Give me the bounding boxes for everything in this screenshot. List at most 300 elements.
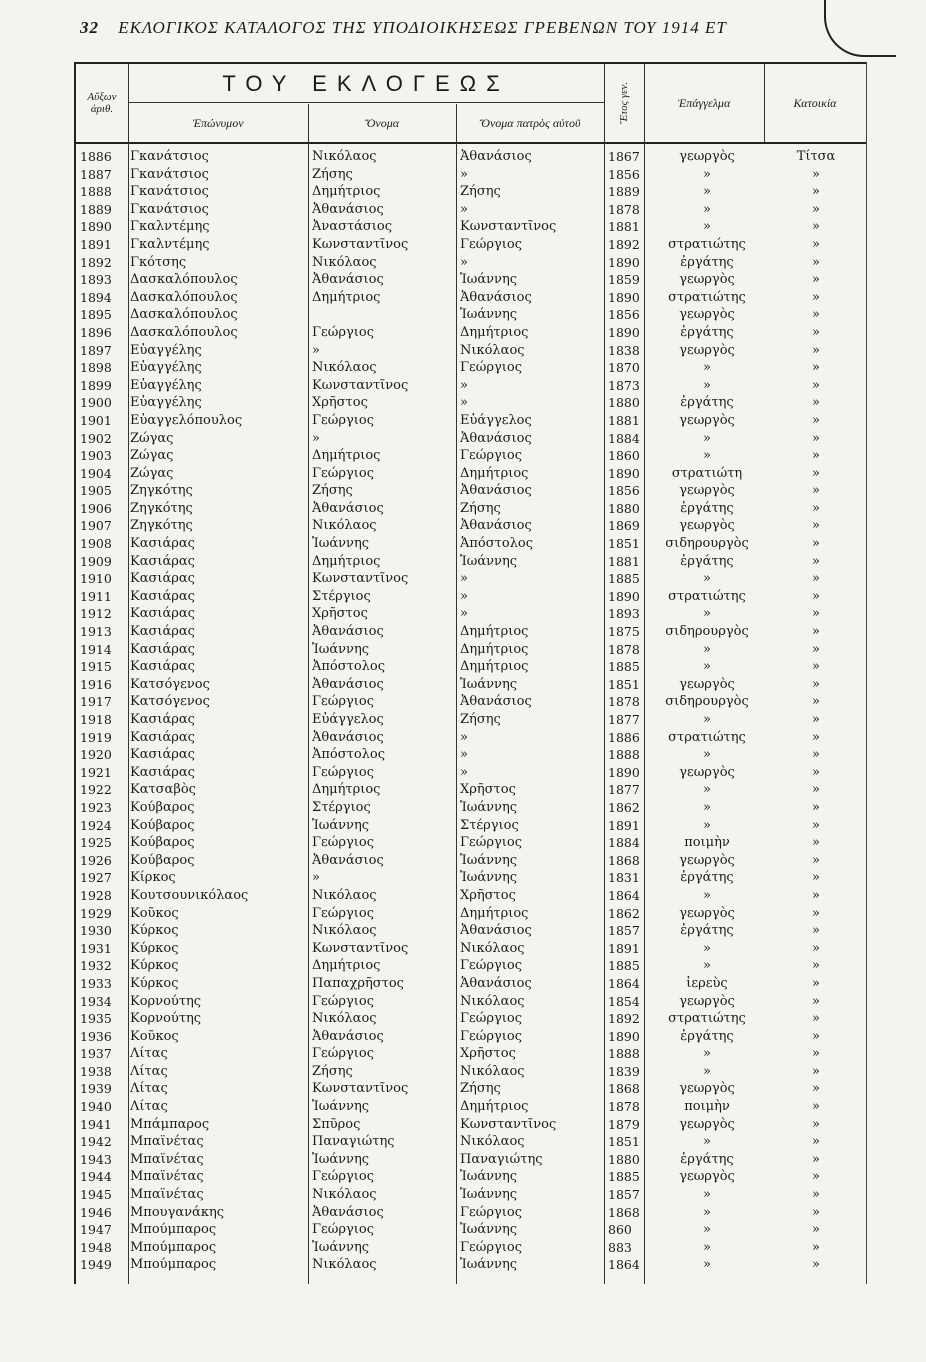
father-name-cell: »	[460, 747, 468, 763]
page-corner-mark	[824, 0, 896, 57]
serial-number-cell: 1933	[80, 975, 112, 991]
occupation-cell: »	[703, 184, 711, 200]
first-name-cell: Νικόλαος	[312, 360, 377, 376]
occupation-cell: ποιμὴν	[684, 1099, 730, 1115]
table-row	[76, 394, 866, 412]
first-name-cell: Σπῦρος	[312, 1116, 361, 1132]
occupation-cell: »	[703, 360, 711, 376]
voter-register-table	[74, 62, 867, 1284]
occupation-cell: στρατιώτης	[668, 1011, 746, 1027]
occupation-cell: γεωργὸς	[679, 307, 735, 323]
occupation-cell: γεωργὸς	[679, 518, 735, 534]
first-name-cell: Ἰωάννης	[312, 1239, 370, 1255]
father-name-cell: Ἰωάννης	[460, 1169, 518, 1185]
serial-number-cell: 1896	[80, 324, 112, 340]
serial-number-cell: 1902	[80, 430, 112, 446]
birth-year-cell: 1888	[608, 1046, 640, 1062]
father-name-cell: Ζήσης	[460, 712, 501, 727]
table-row	[76, 1028, 866, 1046]
occupation-cell: »	[703, 166, 711, 182]
birth-year-cell: 1881	[608, 219, 640, 235]
occupation-cell: γεωργὸς	[679, 483, 735, 499]
birth-year-cell: 860	[608, 1222, 632, 1238]
occupation-cell: ἐργάτης	[680, 1151, 734, 1167]
serial-number-cell: 1904	[80, 465, 112, 481]
occupation-cell: ἐργάτης	[680, 553, 734, 569]
surname-cell: Δασκαλόπουλος	[130, 289, 238, 305]
serial-number-cell: 1910	[80, 571, 112, 587]
father-name-cell: Γεώργιος	[460, 360, 522, 376]
first-name-cell: Νικόλαος	[312, 1257, 377, 1273]
father-name-cell: Κωνσταντῖνος	[460, 219, 557, 235]
residence-cell: »	[812, 395, 820, 411]
serial-number-cell: 1895	[80, 307, 112, 323]
father-name-cell: Γεώργιος	[460, 1204, 522, 1220]
first-name-cell: Δημήτριος	[312, 184, 381, 200]
first-name-cell: Ζήσης	[312, 483, 353, 499]
surname-cell: Ζώγας	[130, 430, 174, 446]
surname-cell: Μπαϊνέτας	[130, 1187, 204, 1203]
serial-number-cell: 1947	[80, 1222, 112, 1238]
father-name-cell: Ἀθανάσιος	[460, 149, 532, 164]
father-name-cell: Ζήσης	[460, 184, 501, 200]
residence-cell: »	[812, 1063, 820, 1079]
father-name-cell: Δημήτριος	[460, 641, 529, 657]
first-name-cell: Νικόλαος	[312, 923, 377, 939]
surname-cell: Κασιάρας	[130, 624, 195, 640]
header-father-name: Ὄνομα πατρὸς αὐτοῦ	[479, 115, 581, 130]
surname-cell: Κασιάρας	[130, 536, 195, 552]
father-name-cell: Ἀθανάσιος	[460, 483, 532, 499]
residence-cell: »	[812, 536, 820, 552]
occupation-cell: γεωργὸς	[679, 1169, 735, 1185]
table-row	[76, 271, 866, 289]
table-row	[76, 799, 866, 817]
occupation-cell: γεωργὸς	[679, 1116, 735, 1132]
occupation-cell: »	[703, 817, 711, 833]
surname-cell: Γκαλντέμης	[130, 236, 210, 252]
serial-number-cell: 1906	[80, 500, 112, 516]
surname-cell: Ζηγκότης	[130, 483, 193, 499]
residence-cell: »	[812, 799, 820, 815]
birth-year-cell: 1893	[608, 606, 640, 622]
residence-cell: »	[812, 307, 820, 323]
birth-year-cell: 1862	[608, 799, 640, 815]
serial-number-cell: 1897	[80, 342, 112, 358]
birth-year-cell: 1875	[608, 624, 640, 640]
table-row	[76, 781, 866, 799]
first-name-cell: Κωνσταντῖνος	[312, 1081, 409, 1097]
occupation-cell: στρατιώτης	[668, 236, 746, 252]
surname-cell: Λίτας	[130, 1046, 168, 1062]
residence-cell: »	[812, 236, 820, 252]
first-name-cell: Ἀναστάσιος	[312, 219, 392, 235]
table-row	[76, 447, 866, 465]
table-row	[76, 500, 866, 518]
serial-number-cell: 1948	[80, 1239, 112, 1255]
first-name-cell: Γεώργιος	[312, 412, 374, 428]
first-name-cell: Ἀθανάσιος	[312, 500, 384, 516]
surname-cell: Κούβαρος	[130, 799, 195, 815]
birth-year-cell: 1838	[608, 342, 640, 358]
table-row	[76, 641, 866, 659]
serial-number-cell: 1901	[80, 412, 112, 428]
father-name-cell: Ἰωάννης	[460, 272, 518, 288]
first-name-cell: Ἀθανάσιος	[312, 1028, 384, 1044]
birth-year-cell: 1873	[608, 377, 640, 393]
residence-cell: »	[812, 817, 820, 833]
first-name-cell: Ἰωάννης	[312, 1099, 370, 1115]
surname-cell: Εὐαγγέλης	[130, 377, 202, 393]
birth-year-cell: 1857	[608, 1187, 640, 1203]
father-name-cell: Νικόλαος	[460, 993, 525, 1009]
surname-cell: Κύρκος	[130, 958, 179, 974]
occupation-cell: »	[703, 799, 711, 815]
serial-number-cell: 1946	[80, 1204, 112, 1220]
first-name-cell: Νικόλαος	[312, 1187, 377, 1203]
first-name-cell: Ἀθανάσιος	[312, 201, 384, 217]
residence-cell: »	[812, 219, 820, 235]
father-name-cell: »	[460, 395, 468, 411]
serial-number-cell: 1937	[80, 1046, 112, 1062]
residence-cell: »	[812, 835, 820, 851]
table-row	[76, 183, 866, 201]
table-row	[76, 869, 866, 887]
table-row	[76, 1151, 866, 1169]
birth-year-cell: 1880	[608, 395, 640, 411]
table-row	[76, 887, 866, 905]
father-name-cell: Στέργιος	[460, 817, 519, 833]
table-row	[76, 1116, 866, 1134]
table-row	[76, 623, 866, 641]
first-name-cell: Ἀπόστολος	[312, 747, 385, 763]
table-row	[76, 412, 866, 430]
birth-year-cell: 1859	[608, 272, 640, 288]
residence-cell: Τίτσα	[796, 149, 836, 164]
surname-cell: Κασιάρας	[130, 571, 195, 587]
father-name-cell: »	[460, 606, 468, 622]
serial-number-cell: 1941	[80, 1116, 112, 1132]
page-title: ΕΚΛΟΓΙΚΟΣ ΚΑΤΑΛΟΓΟΣ ΤΗΣ ΥΠΟΔΙΟΙΚΗΣΕΩΣ ΓΡΕΒΕΝΩΝ ΤΟΥ 1914 ΕΤ	[118, 18, 727, 37]
occupation-cell: γεωργὸς	[679, 852, 735, 868]
birth-year-cell: 1885	[608, 571, 640, 587]
serial-number-cell: 1916	[80, 676, 112, 692]
birth-year-cell: 1891	[608, 940, 640, 956]
surname-cell: Κίρκος	[130, 870, 176, 886]
occupation-cell: γεωργὸς	[679, 905, 735, 921]
serial-number-cell: 1915	[80, 659, 112, 675]
table-row	[76, 1045, 866, 1063]
serial-number-cell: 1893	[80, 272, 112, 288]
first-name-cell: Γεώργιος	[312, 1222, 374, 1238]
first-name-cell: Νικόλαος	[312, 1011, 377, 1027]
table-row	[76, 852, 866, 870]
serial-number-cell: 1889	[80, 201, 112, 217]
first-name-cell: Ἀθανάσιος	[312, 272, 384, 288]
surname-cell: Κούβαρος	[130, 835, 195, 851]
residence-cell: »	[812, 676, 820, 692]
first-name-cell: Γεώργιος	[312, 1169, 374, 1185]
serial-number-cell: 1890	[80, 219, 112, 235]
table-row	[76, 377, 866, 395]
table-row	[76, 711, 866, 729]
surname-cell: Λίτας	[130, 1099, 168, 1115]
father-name-cell: Χρῆστος	[460, 782, 516, 798]
birth-year-cell: 1885	[608, 659, 640, 675]
father-name-cell: Κωνσταντῖνος	[460, 1116, 557, 1132]
birth-year-cell: 1878	[608, 201, 640, 217]
surname-cell: Μπαϊνέτας	[130, 1134, 204, 1150]
surname-cell: Δασκαλόπουλος	[130, 324, 238, 340]
residence-cell: »	[812, 518, 820, 534]
first-name-cell: Ἀθανάσιος	[312, 729, 384, 745]
birth-year-cell: 1890	[608, 465, 640, 481]
father-name-cell: Χρῆστος	[460, 1046, 516, 1062]
header-birth-year: Ἔτος γεν.	[618, 81, 631, 125]
first-name-cell: Νικόλαος	[312, 518, 377, 534]
birth-year-cell: 1886	[608, 729, 640, 745]
table-row	[76, 218, 866, 236]
surname-cell: Κασιάρας	[130, 659, 195, 675]
occupation-cell: »	[703, 641, 711, 657]
birth-year-cell: 1868	[608, 852, 640, 868]
serial-number-cell: 1921	[80, 764, 112, 780]
first-name-cell: Γεώργιος	[312, 993, 374, 1009]
father-name-cell: Ἰωάννης	[460, 307, 518, 323]
serial-number-cell: 1899	[80, 377, 112, 393]
birth-year-cell: 883	[608, 1239, 632, 1255]
first-name-cell: Ζήσης	[312, 1063, 353, 1079]
birth-year-cell: 1854	[608, 993, 640, 1009]
first-name-cell: Ἀθανάσιος	[312, 676, 384, 692]
residence-cell: »	[812, 1011, 820, 1027]
serial-number-cell: 1927	[80, 870, 112, 886]
father-name-cell: Ζήσης	[460, 1081, 501, 1097]
birth-year-cell: 1868	[608, 1081, 640, 1097]
table-row	[76, 430, 866, 448]
father-name-cell: »	[460, 166, 468, 182]
birth-year-cell: 1880	[608, 1151, 640, 1167]
residence-cell: »	[812, 1222, 820, 1238]
father-name-cell: Χρῆστος	[460, 887, 516, 903]
first-name-cell: Ἀθανάσιος	[312, 1204, 384, 1220]
table-row	[76, 1256, 866, 1274]
surname-cell: Εὐαγγέλης	[130, 342, 202, 358]
first-name-cell: »	[312, 430, 320, 446]
table-row	[76, 605, 866, 623]
residence-cell: »	[812, 905, 820, 921]
residence-cell: »	[812, 694, 820, 710]
table-row	[76, 729, 866, 747]
father-name-cell: »	[460, 588, 468, 604]
residence-cell: »	[812, 1169, 820, 1185]
surname-cell: Κασιάρας	[130, 712, 195, 727]
serial-number-cell: 1888	[80, 184, 112, 200]
table-row	[76, 693, 866, 711]
father-name-cell: Δημήτριος	[460, 324, 529, 340]
serial-number-cell: 1936	[80, 1028, 112, 1044]
father-name-cell: Γεώργιος	[460, 1239, 522, 1255]
table-row	[76, 658, 866, 676]
table-row	[76, 166, 866, 184]
serial-number-cell: 1930	[80, 923, 112, 939]
residence-cell: »	[812, 887, 820, 903]
table-row	[76, 1010, 866, 1028]
surname-cell: Κούβαρος	[130, 817, 195, 833]
residence-cell: »	[812, 1028, 820, 1044]
father-name-cell: Παναγιώτης	[460, 1151, 543, 1167]
residence-cell: »	[812, 940, 820, 956]
father-name-cell: Ἰωάννης	[460, 1222, 518, 1238]
birth-year-cell: 1884	[608, 835, 640, 851]
surname-cell: Γκαλντέμης	[130, 219, 210, 235]
father-name-cell: Ἀθανάσιος	[460, 518, 532, 534]
father-name-cell: Ἀθανάσιος	[460, 430, 532, 446]
birth-year-cell: 1888	[608, 747, 640, 763]
residence-cell: »	[812, 870, 820, 886]
occupation-cell: ἐργάτης	[680, 324, 734, 340]
father-name-cell: »	[460, 377, 468, 393]
surname-cell: Μπούμπαρος	[130, 1239, 217, 1255]
first-name-cell: Ἀθανάσιος	[312, 852, 384, 868]
residence-cell: »	[812, 1116, 820, 1132]
father-name-cell: Ζήσης	[460, 500, 501, 516]
first-name-cell: Γεώργιος	[312, 694, 374, 710]
surname-cell: Κατσόγενος	[130, 694, 210, 710]
father-name-cell: Ἰωάννης	[460, 870, 518, 886]
surname-cell: Κορνούτης	[130, 993, 202, 1009]
surname-cell: Μπούμπαρος	[130, 1222, 217, 1238]
father-name-cell: Γεώργιος	[460, 835, 522, 851]
serial-number-cell: 1887	[80, 166, 112, 182]
residence-cell: »	[812, 1081, 820, 1097]
serial-number-cell: 1900	[80, 395, 112, 411]
table-row	[76, 1063, 866, 1081]
occupation-cell: »	[703, 887, 711, 903]
residence-cell: »	[812, 1134, 820, 1150]
occupation-cell: στρατιώτη	[671, 465, 743, 481]
first-name-cell: Γεώργιος	[312, 465, 374, 481]
serial-number-cell: 1942	[80, 1134, 112, 1150]
serial-number-cell: 1908	[80, 536, 112, 552]
birth-year-cell: 1890	[608, 254, 640, 270]
birth-year-cell: 1885	[608, 958, 640, 974]
residence-cell: »	[812, 1187, 820, 1203]
residence-cell: »	[812, 184, 820, 200]
residence-cell: »	[812, 923, 820, 939]
occupation-cell: »	[703, 1222, 711, 1238]
table-row	[76, 975, 866, 993]
father-name-cell: Ἀθανάσιος	[460, 289, 532, 305]
surname-cell: Ζώγας	[130, 448, 174, 464]
residence-cell: »	[812, 500, 820, 516]
occupation-cell: γεωργὸς	[679, 272, 735, 288]
surname-cell: Κασιάρας	[130, 606, 195, 622]
residence-cell: »	[812, 641, 820, 657]
table-row	[76, 236, 866, 254]
occupation-cell: »	[703, 659, 711, 675]
first-name-cell: Δημήτριος	[312, 782, 381, 798]
birth-year-cell: 1851	[608, 676, 640, 692]
serial-number-cell: 1928	[80, 887, 112, 903]
occupation-cell: »	[703, 940, 711, 956]
birth-year-cell: 1891	[608, 817, 640, 833]
occupation-cell: γεωργὸς	[679, 993, 735, 1009]
serial-number-cell: 1924	[80, 817, 112, 833]
first-name-cell: Στέργιος	[312, 588, 371, 604]
birth-year-cell: 1879	[608, 1116, 640, 1132]
first-name-cell: Νικόλαος	[312, 887, 377, 903]
page-number: 32	[80, 18, 99, 37]
first-name-cell: Δημήτριος	[312, 958, 381, 974]
residence-cell: »	[812, 483, 820, 499]
father-name-cell: Γεώργιος	[460, 448, 522, 464]
residence-cell: »	[812, 588, 820, 604]
occupation-cell: ἱερεὺς	[686, 975, 728, 991]
surname-cell: Μπαϊνέτας	[130, 1169, 204, 1185]
occupation-cell: »	[703, 1134, 711, 1150]
occupation-cell: »	[703, 958, 711, 974]
table-row	[76, 359, 866, 377]
surname-cell: Κοῦκος	[130, 905, 179, 921]
residence-cell: »	[812, 289, 820, 305]
surname-cell: Κασιάρας	[130, 764, 195, 780]
first-name-cell: »	[312, 342, 320, 358]
residence-cell: »	[812, 377, 820, 393]
father-name-cell: Ἰωάννης	[460, 676, 518, 692]
residence-cell: »	[812, 166, 820, 182]
serial-number-cell: 1886	[80, 149, 112, 164]
first-name-cell: Γεώργιος	[312, 764, 374, 780]
surname-cell: Εὐαγγέλης	[130, 360, 202, 376]
occupation-cell: »	[703, 747, 711, 763]
serial-number-cell: 1923	[80, 799, 112, 815]
first-name-cell: Δημήτριος	[312, 289, 381, 305]
surname-cell: Κασιάρας	[130, 641, 195, 657]
residence-cell: »	[812, 1099, 820, 1115]
first-name-cell: Εὐάγγελος	[312, 712, 384, 727]
table-row	[76, 254, 866, 272]
first-name-cell: Ἰωάννης	[312, 817, 370, 833]
first-name-cell: Παπαχρῆστος	[312, 975, 404, 991]
occupation-cell: ἐργάτης	[680, 923, 734, 939]
table-row	[76, 764, 866, 782]
surname-cell: Λίτας	[130, 1063, 168, 1079]
surname-cell: Μπαϊνέτας	[130, 1151, 204, 1167]
table-row	[76, 517, 866, 535]
table-row	[76, 1221, 866, 1239]
residence-cell: »	[812, 272, 820, 288]
father-name-cell: Γεώργιος	[460, 1011, 522, 1027]
birth-year-cell: 1884	[608, 430, 640, 446]
birth-year-cell: 1885	[608, 1169, 640, 1185]
birth-year-cell: 1880	[608, 500, 640, 516]
serial-number-cell: 1935	[80, 1011, 112, 1027]
table-row	[76, 306, 866, 324]
birth-year-cell: 1878	[608, 1099, 640, 1115]
table-row	[76, 324, 866, 342]
occupation-cell: »	[703, 1239, 711, 1255]
residence-cell: »	[812, 448, 820, 464]
table-row	[76, 289, 866, 307]
first-name-cell: Ἰωάννης	[312, 536, 370, 552]
surname-cell: Γκανάτσιος	[130, 166, 209, 182]
page-header	[80, 18, 840, 48]
table-row	[76, 1186, 866, 1204]
table-row	[76, 676, 866, 694]
serial-number-cell: 1922	[80, 782, 112, 798]
birth-year-cell: 1851	[608, 536, 640, 552]
